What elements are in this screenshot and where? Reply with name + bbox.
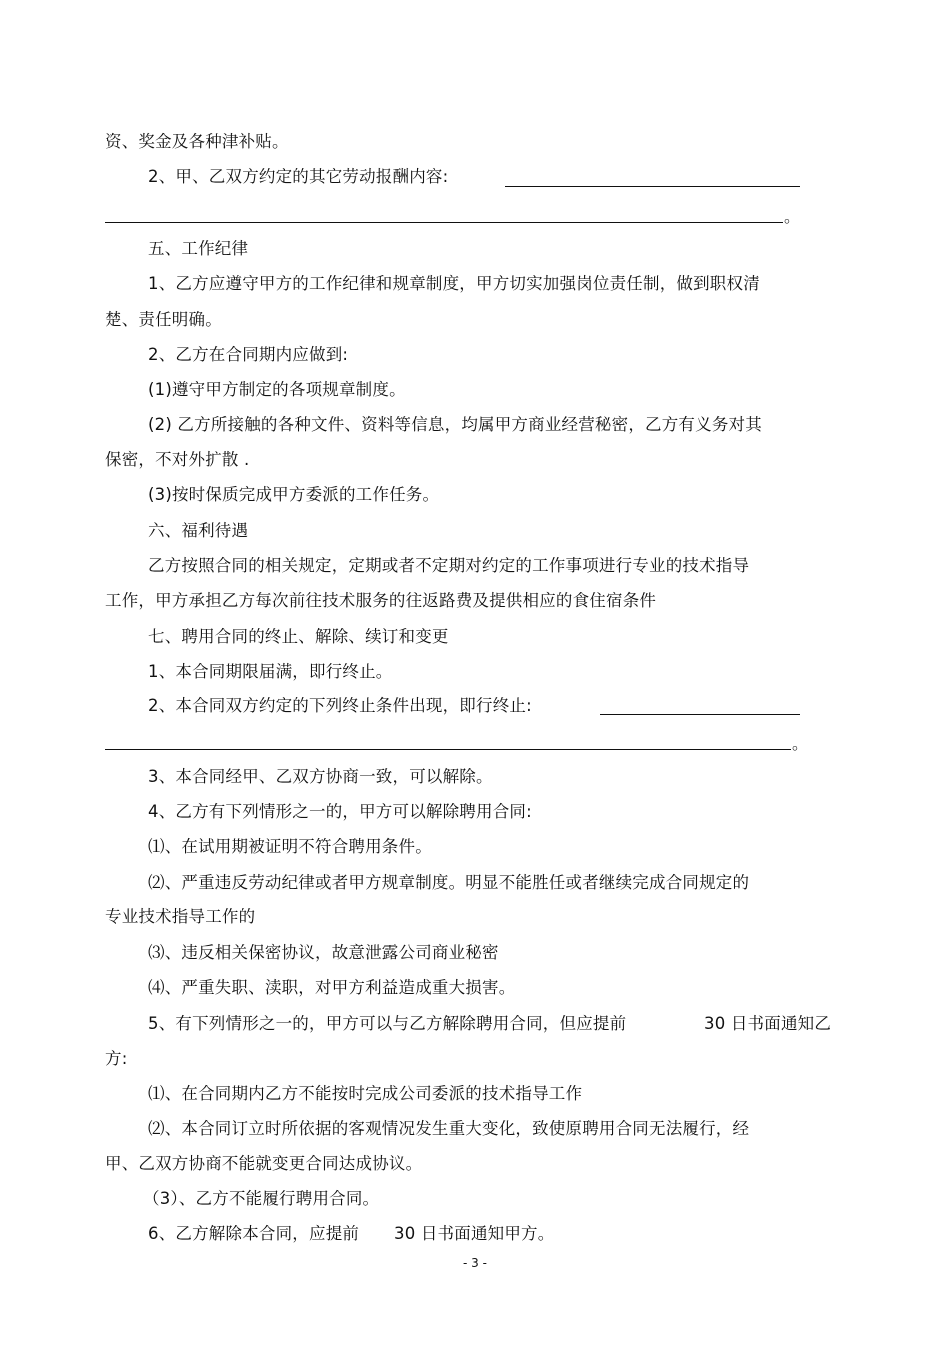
- text-line: 1、本合同期限届满，即行终止。: [148, 662, 393, 681]
- fill-in-blank-line: [505, 186, 800, 187]
- section-heading: 五、工作纪律: [148, 239, 249, 258]
- text-line: 楚、责任明确。: [105, 310, 222, 329]
- text-line: 方:: [105, 1049, 128, 1068]
- text-line: 1、乙方应遵守甲方的工作纪律和规章制度，甲方切实加强岗位责任制，做到职权清: [148, 274, 760, 293]
- text-line: 2、乙方在合同期内应做到:: [148, 345, 349, 364]
- page-number: - 3 -: [463, 1256, 487, 1270]
- text-line: 30 日书面通知甲方。: [394, 1224, 555, 1243]
- section-heading: 七、聘用合同的终止、解除、续订和变更: [148, 627, 449, 646]
- text-line: 专业技术指导工作的: [105, 907, 256, 926]
- text-line: 3、本合同经甲、乙双方协商一致，可以解除。: [148, 767, 493, 786]
- text-line: 乙方按照合同的相关规定，定期或者不定期对约定的工作事项进行专业的技术指导: [148, 556, 750, 575]
- text-line: ⑴、在合同期内乙方不能按时完成公司委派的技术指导工作: [148, 1084, 583, 1103]
- text-line: 资、奖金及各种津补贴。: [105, 132, 289, 151]
- text-line: (2) 乙方所接触的各种文件、资料等信息，均属甲方商业经营秘密，乙方有义务对其: [148, 415, 762, 434]
- text-line: 甲、乙双方协商不能就变更合同达成协议。: [105, 1154, 423, 1173]
- period-mark: 。: [792, 734, 809, 753]
- text-line: 4、乙方有下列情形之一的，甲方可以解除聘用合同:: [148, 802, 532, 821]
- text-line: 工作，甲方承担乙方每次前往技术服务的往返路费及提供相应的食住宿条件: [105, 591, 657, 610]
- text-line: 2、甲、乙双方约定的其它劳动报酬内容:: [148, 167, 449, 186]
- text-line: 5、有下列情形之一的，甲方可以与乙方解除聘用合同，但应提前: [148, 1014, 627, 1033]
- section-heading: 六、福利待遇: [148, 521, 249, 540]
- text-line: ⑵、本合同订立时所依据的客观情况发生重大变化，致使原聘用合同无法履行，经: [148, 1119, 750, 1138]
- fill-in-blank-line: [105, 749, 791, 750]
- text-line: (3)按时保质完成甲方委派的工作任务。: [148, 485, 440, 504]
- text-line: ⑷、严重失职、渎职，对甲方利益造成重大损害。: [148, 978, 516, 997]
- text-line: 30 日书面通知乙: [704, 1014, 832, 1033]
- text-line: 保密，不对外扩散 .: [105, 450, 250, 469]
- period-mark: 。: [784, 207, 801, 226]
- text-line: 2、本合同双方约定的下列终止条件出现，即行终止:: [148, 696, 532, 715]
- text-line: ⑴、在试用期被证明不符合聘用条件。: [148, 837, 432, 856]
- fill-in-blank-line: [600, 714, 800, 715]
- text-line: 6、乙方解除本合同，应提前: [148, 1224, 360, 1243]
- text-line: (1)遵守甲方制定的各项规章制度。: [148, 380, 406, 399]
- fill-in-blank-line: [105, 222, 783, 223]
- text-line: （3）、乙方不能履行聘用合同。: [143, 1189, 380, 1208]
- text-line: ⑶、违反相关保密协议，故意泄露公司商业秘密: [148, 943, 499, 962]
- text-line: ⑵、严重违反劳动纪律或者甲方规章制度。明显不能胜任或者继续完成合同规定的: [148, 873, 750, 892]
